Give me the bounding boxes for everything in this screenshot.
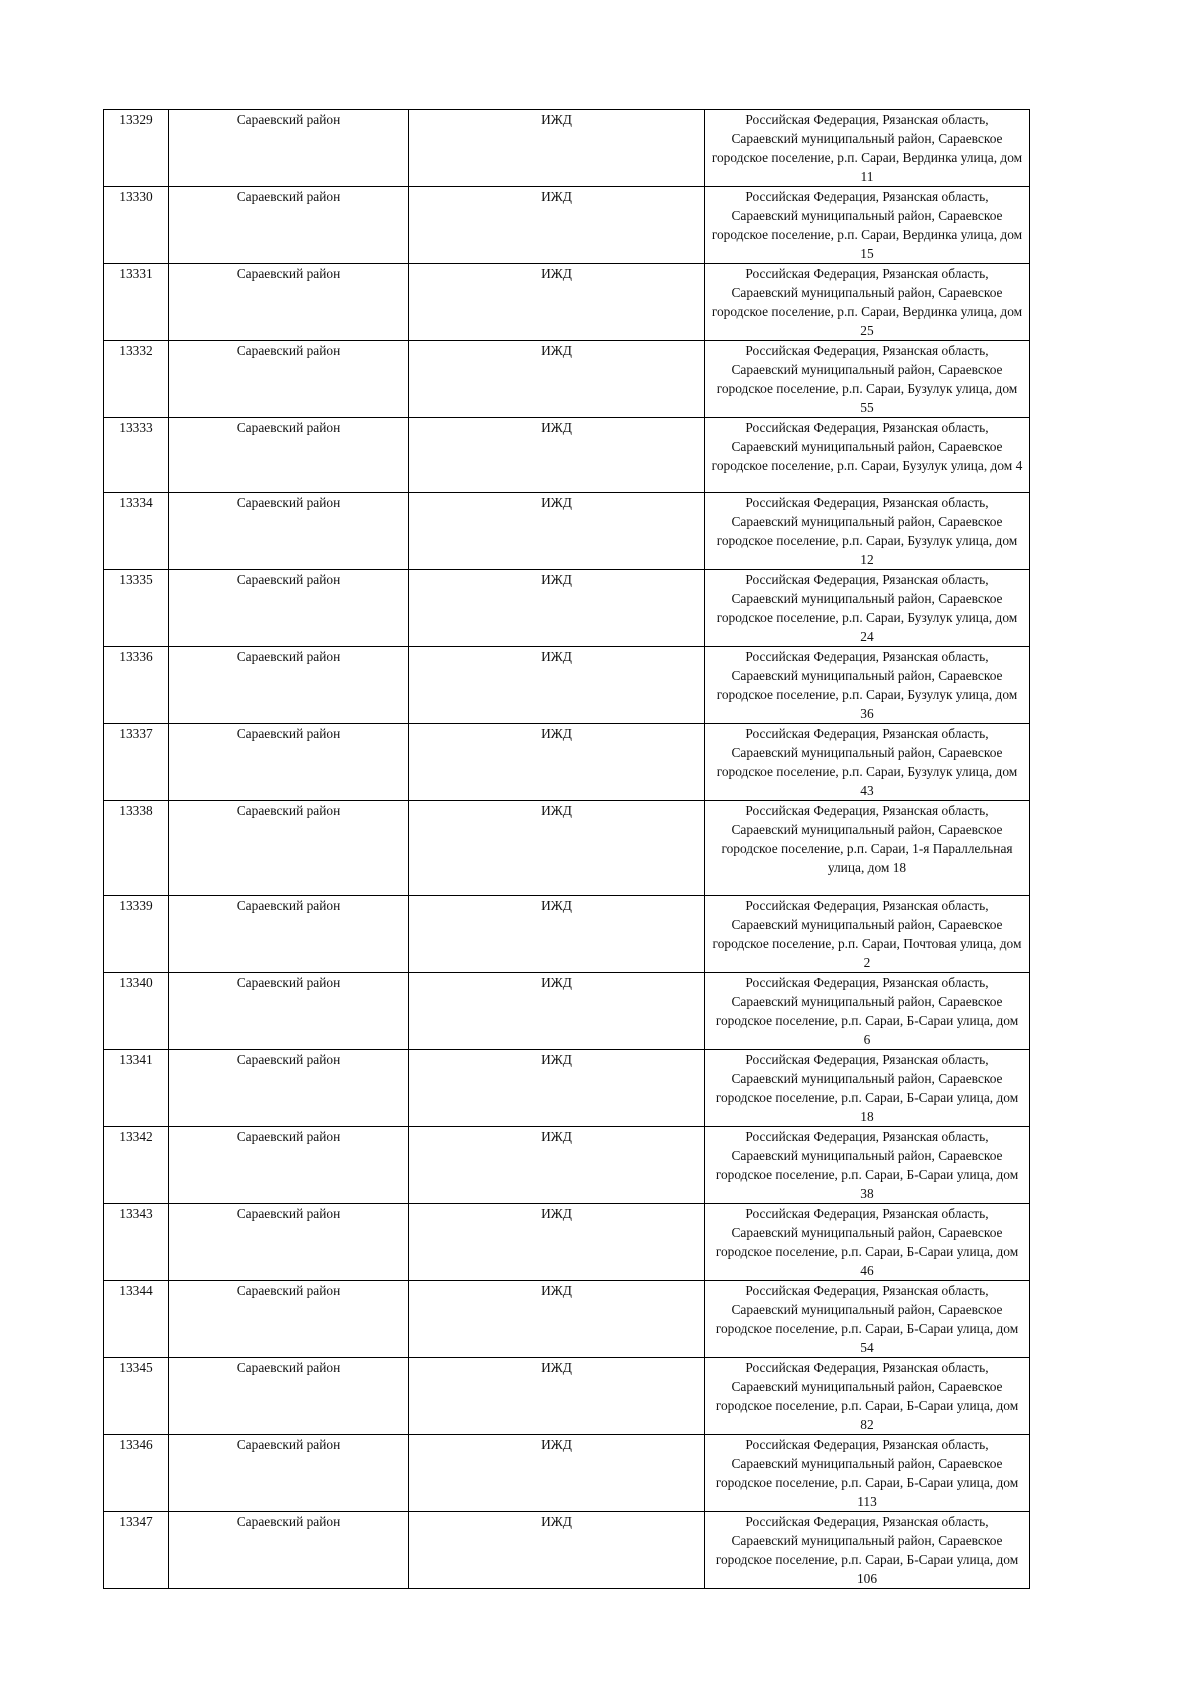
row-address: Российская Федерация, Рязанская область, Сараевский муниципальный район, Сараевское городское поселение, р.п. Сараи, Вердинка улица, дом 25 — [705, 264, 1030, 341]
row-type: ИЖД — [409, 110, 705, 187]
table-row — [104, 110, 1030, 187]
document-page — [103, 109, 1029, 1589]
row-id: 13343 — [104, 1204, 169, 1281]
table-row — [104, 1358, 1030, 1435]
row-id: 13335 — [104, 570, 169, 647]
row-district: Сараевский район — [169, 418, 409, 493]
row-address: Российская Федерация, Рязанская область, Сараевский муниципальный район, Сараевское городское поселение, р.п. Сараи, Б-Сараи улица, дом 113 — [705, 1435, 1030, 1512]
row-id: 13344 — [104, 1281, 169, 1358]
row-id: 13336 — [104, 647, 169, 724]
row-type: ИЖД — [409, 896, 705, 973]
row-district: Сараевский район — [169, 801, 409, 896]
row-id: 13346 — [104, 1435, 169, 1512]
row-district: Сараевский район — [169, 570, 409, 647]
row-type: ИЖД — [409, 647, 705, 724]
table-row — [104, 1435, 1030, 1512]
row-id: 13333 — [104, 418, 169, 493]
row-type: ИЖД — [409, 1281, 705, 1358]
row-id: 13338 — [104, 801, 169, 896]
table-row — [104, 418, 1030, 493]
row-address: Российская Федерация, Рязанская область, Сараевский муниципальный район, Сараевское городское поселение, р.п. Сараи, Б-Сараи улица, дом 18 — [705, 1050, 1030, 1127]
row-type: ИЖД — [409, 1512, 705, 1589]
table-row — [104, 264, 1030, 341]
table-row — [104, 493, 1030, 570]
row-address: Российская Федерация, Рязанская область, Сараевский муниципальный район, Сараевское городское поселение, р.п. Сараи, Б-Сараи улица, дом 54 — [705, 1281, 1030, 1358]
row-type: ИЖД — [409, 1050, 705, 1127]
row-type: ИЖД — [409, 264, 705, 341]
table-row — [104, 724, 1030, 801]
row-type: ИЖД — [409, 1435, 705, 1512]
row-type: ИЖД — [409, 1358, 705, 1435]
row-type: ИЖД — [409, 493, 705, 570]
row-id: 13337 — [104, 724, 169, 801]
row-district: Сараевский район — [169, 724, 409, 801]
row-id: 13345 — [104, 1358, 169, 1435]
row-district: Сараевский район — [169, 1358, 409, 1435]
row-type: ИЖД — [409, 973, 705, 1050]
row-type: ИЖД — [409, 1127, 705, 1204]
row-district: Сараевский район — [169, 110, 409, 187]
row-district: Сараевский район — [169, 187, 409, 264]
table-row — [104, 187, 1030, 264]
housing-table — [103, 109, 1030, 1589]
table-row — [104, 1127, 1030, 1204]
row-id: 13334 — [104, 493, 169, 570]
row-id: 13340 — [104, 973, 169, 1050]
row-district: Сараевский район — [169, 896, 409, 973]
row-id: 13341 — [104, 1050, 169, 1127]
row-district: Сараевский район — [169, 1435, 409, 1512]
row-address: Российская Федерация, Рязанская область, Сараевский муниципальный район, Сараевское городское поселение, р.п. Сараи, Бузулук улица, дом 4 — [705, 418, 1030, 493]
row-id: 13342 — [104, 1127, 169, 1204]
row-address: Российская Федерация, Рязанская область, Сараевский муниципальный район, Сараевское городское поселение, р.п. Сараи, Бузулук улица, дом 43 — [705, 724, 1030, 801]
row-district: Сараевский район — [169, 973, 409, 1050]
row-address: Российская Федерация, Рязанская область, Сараевский муниципальный район, Сараевское городское поселение, р.п. Сараи, Б-Сараи улица, дом 38 — [705, 1127, 1030, 1204]
row-district: Сараевский район — [169, 493, 409, 570]
row-address: Российская Федерация, Рязанская область, Сараевский муниципальный район, Сараевское городское поселение, р.п. Сараи, Бузулук улица, дом 24 — [705, 570, 1030, 647]
row-id: 13347 — [104, 1512, 169, 1589]
table-row — [104, 1512, 1030, 1589]
row-district: Сараевский район — [169, 1512, 409, 1589]
row-address: Российская Федерация, Рязанская область, Сараевский муниципальный район, Сараевское городское поселение, р.п. Сараи, Б-Сараи улица, дом 6 — [705, 973, 1030, 1050]
row-district: Сараевский район — [169, 264, 409, 341]
table-row — [104, 341, 1030, 418]
row-type: ИЖД — [409, 801, 705, 896]
row-type: ИЖД — [409, 418, 705, 493]
table-row — [104, 896, 1030, 973]
row-district: Сараевский район — [169, 1281, 409, 1358]
table-row — [104, 1204, 1030, 1281]
table-body — [104, 110, 1030, 1589]
row-address: Российская Федерация, Рязанская область, Сараевский муниципальный район, Сараевское городское поселение, р.п. Сараи, Бузулук улица, дом 12 — [705, 493, 1030, 570]
row-address: Российская Федерация, Рязанская область, Сараевский муниципальный район, Сараевское городское поселение, р.п. Сараи, Почтовая улица, дом 2 — [705, 896, 1030, 973]
row-address: Российская Федерация, Рязанская область, Сараевский муниципальный район, Сараевское городское поселение, р.п. Сараи, Бузулук улица, дом 36 — [705, 647, 1030, 724]
table-row — [104, 1281, 1030, 1358]
row-address: Российская Федерация, Рязанская область, Сараевский муниципальный район, Сараевское городское поселение, р.п. Сараи, Б-Сараи улица, дом 82 — [705, 1358, 1030, 1435]
row-address: Российская Федерация, Рязанская область, Сараевский муниципальный район, Сараевское городское поселение, р.п. Сараи, Вердинка улица, дом 15 — [705, 187, 1030, 264]
row-district: Сараевский район — [169, 1050, 409, 1127]
table-row — [104, 973, 1030, 1050]
row-type: ИЖД — [409, 341, 705, 418]
row-address: Российская Федерация, Рязанская область, Сараевский муниципальный район, Сараевское городское поселение, р.п. Сараи, Б-Сараи улица, дом 46 — [705, 1204, 1030, 1281]
row-district: Сараевский район — [169, 1127, 409, 1204]
row-district: Сараевский район — [169, 647, 409, 724]
row-type: ИЖД — [409, 1204, 705, 1281]
row-district: Сараевский район — [169, 341, 409, 418]
row-id: 13339 — [104, 896, 169, 973]
row-id: 13331 — [104, 264, 169, 341]
row-address: Российская Федерация, Рязанская область, Сараевский муниципальный район, Сараевское городское поселение, р.п. Сараи, 1-я Параллельная улица, дом 18 — [705, 801, 1030, 896]
row-id: 13329 — [104, 110, 169, 187]
row-address: Российская Федерация, Рязанская область, Сараевский муниципальный район, Сараевское городское поселение, р.п. Сараи, Б-Сараи улица, дом 106 — [705, 1512, 1030, 1589]
table-row — [104, 647, 1030, 724]
row-district: Сараевский район — [169, 1204, 409, 1281]
row-type: ИЖД — [409, 187, 705, 264]
row-id: 13330 — [104, 187, 169, 264]
row-address: Российская Федерация, Рязанская область, Сараевский муниципальный район, Сараевское городское поселение, р.п. Сараи, Вердинка улица, дом 11 — [705, 110, 1030, 187]
row-type: ИЖД — [409, 724, 705, 801]
table-row — [104, 801, 1030, 896]
row-id: 13332 — [104, 341, 169, 418]
row-type: ИЖД — [409, 570, 705, 647]
table-row — [104, 1050, 1030, 1127]
row-address: Российская Федерация, Рязанская область, Сараевский муниципальный район, Сараевское городское поселение, р.п. Сараи, Бузулук улица, дом 55 — [705, 341, 1030, 418]
table-row — [104, 570, 1030, 647]
